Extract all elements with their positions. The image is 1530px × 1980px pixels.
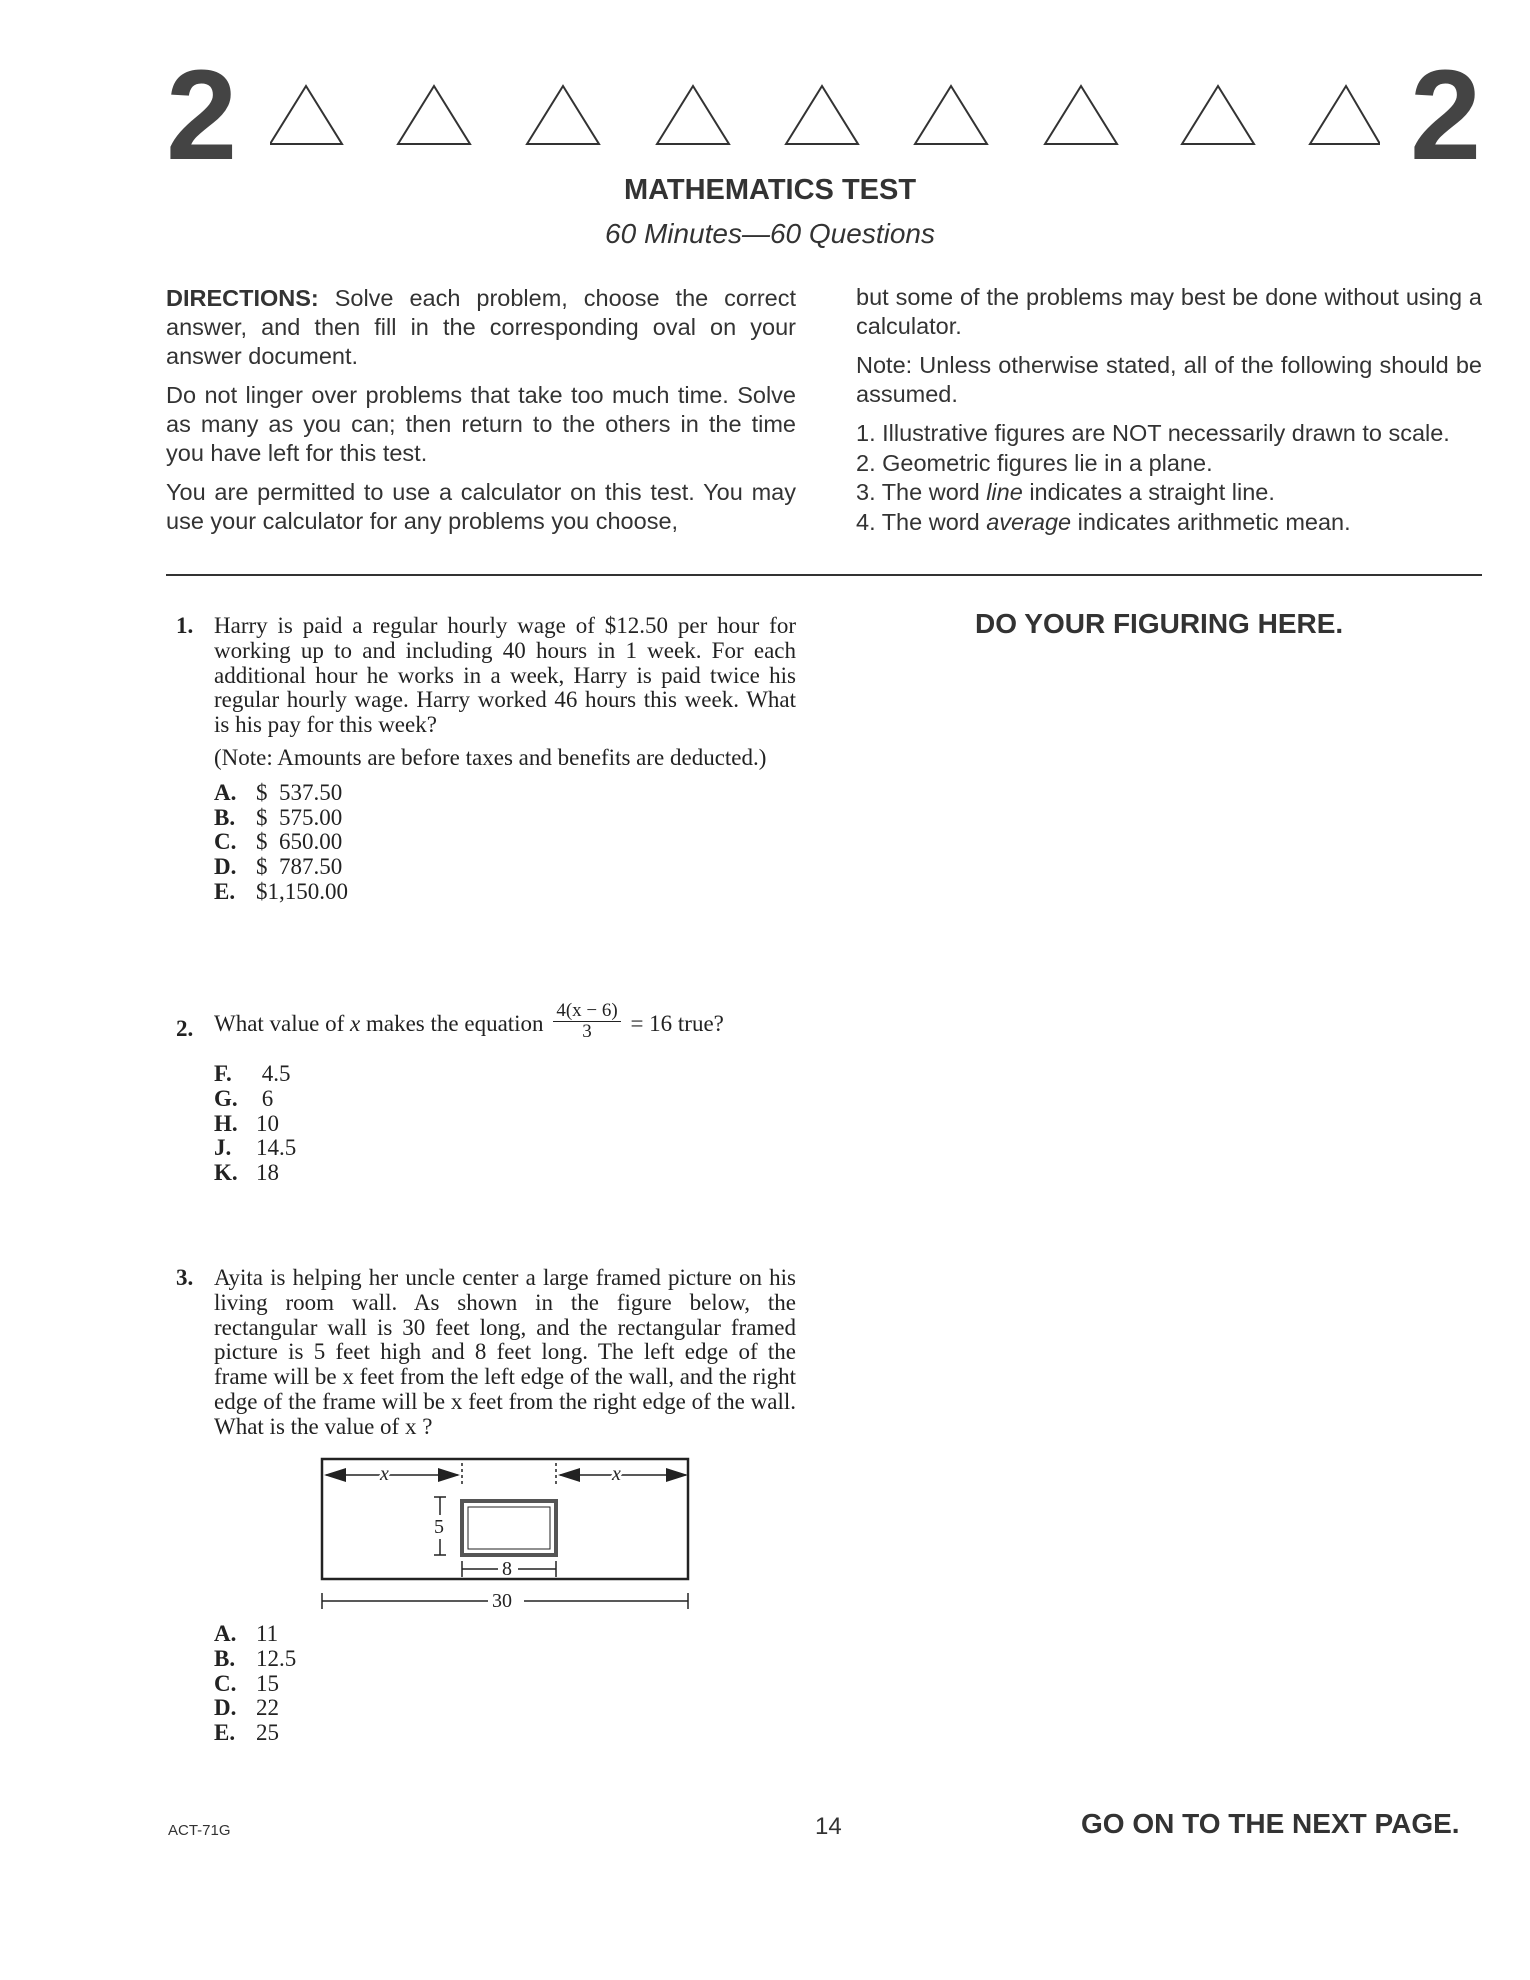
answer-choice[interactable]: B. $ 575.00 [214, 804, 343, 830]
assumption-4: 4. The word average indicates arithmetic mean. [856, 508, 1351, 535]
directions-label: DIRECTIONS: [166, 285, 319, 311]
question-1 [176, 614, 796, 905]
assumption-3: 3. The word line indicates a straight line. [856, 479, 1275, 505]
question-text: Ayita is helping her uncle center a large framed picture on his living room wall. As shown in the figure below, the rectangular wall is 30 feet long, and the rectangular framed picture is 5 feet high and 8 feet long. The left edge of the frame will be x feet from the left edge of the wall, and the right edge of the frame will be x feet from the right edge of the wall. What is the value of x ? [214, 1265, 796, 1439]
triangle-icon [1310, 86, 1380, 144]
triangle-icon [1045, 86, 1117, 144]
picture-frame [462, 1501, 556, 1555]
directions-paragraph-4: but some of the problems may best be done without using a calculator. [856, 284, 1482, 339]
assumptions-list [856, 419, 1482, 537]
question-3-choices [176, 1622, 796, 1746]
section-divider [166, 574, 1482, 576]
directions-paragraph-3: You are permitted to use a calculator on this test. You may use your calculator for any problems you choose, [166, 479, 796, 534]
triangle-icon [657, 86, 729, 144]
answer-choice[interactable]: H. 10 [214, 1110, 279, 1136]
answer-choice[interactable]: A. $ 537.50 [214, 779, 343, 805]
answer-choice[interactable]: C. $ 650.00 [214, 829, 343, 855]
question-number: 1. [176, 613, 194, 638]
triangle-icon [786, 86, 858, 144]
answer-choice[interactable]: E. $1,150.00 [214, 878, 348, 904]
test-subtitle: 60 Minutes—60 Questions [605, 218, 935, 249]
directions-note: Note: Unless otherwise stated, all of the following should be assumed. [856, 352, 1482, 407]
question-number: 2. [176, 1016, 194, 1041]
triangle-row [270, 82, 1380, 148]
assumption-2: 2. Geometric figures lie in a plane. [856, 449, 1213, 476]
question-3 [176, 1266, 796, 1440]
page-number: 14 [815, 1813, 842, 1840]
answer-choices [214, 1622, 796, 1746]
answer-choice[interactable]: E. 25 [214, 1720, 279, 1746]
answer-choice[interactable]: D. 22 [214, 1695, 279, 1721]
directions-paragraph-1: DIRECTIONS: Solve each problem, choose the correct answer, and then fill in the corresponding oval on your answer document. [166, 285, 796, 369]
question-note: (Note: Amounts are before taxes and benefits are deducted.) [214, 744, 767, 770]
next-page-instruction: GO ON TO THE NEXT PAGE. [1081, 1808, 1460, 1839]
answer-choices [214, 781, 796, 905]
test-title: MATHEMATICS TEST [623, 174, 917, 206]
answer-choice[interactable]: F. 4.5 [214, 1061, 291, 1086]
frame-width-label: 8 [502, 1558, 512, 1580]
wall-frame-figure [318, 1455, 698, 1615]
directions-right-column [856, 283, 1482, 537]
triangle-icon [270, 86, 342, 144]
assumption-1: 1. Illustrative figures are NOT necessarily drawn to scale. [856, 420, 1450, 446]
wall-width-label: 30 [492, 1590, 512, 1612]
height-label: 5 [434, 1516, 444, 1538]
section-number-left: 2 [166, 44, 238, 187]
answer-choice[interactable]: A. 11 [214, 1621, 279, 1646]
answer-choice[interactable]: D. $ 787.50 [214, 854, 343, 880]
left-x-label: x [380, 1463, 389, 1485]
equation-fraction: $\frac{4(x - 6)}{3}$ [553, 1001, 620, 1042]
triangle-icon [915, 86, 987, 144]
question-number: 3. [176, 1265, 194, 1290]
triangle-icon [1182, 86, 1254, 144]
right-x-label: x [612, 1463, 621, 1485]
section-number-right: 2 [1410, 44, 1482, 187]
answer-choice[interactable]: C. 15 [214, 1670, 279, 1696]
answer-choice[interactable]: K. 18 [214, 1160, 279, 1186]
question-text: What value of x makes the equation $\frac{4(x - 6)}{3}$ = 16 true? [214, 1000, 724, 1042]
directions-paragraph-2: Do not linger over problems that take too much time. Solve as many as you can; then return to the others in the time you have left for this test. [166, 382, 796, 466]
answer-choice[interactable]: J. 14.5 [214, 1135, 297, 1161]
form-code: ACT-71G [168, 1822, 231, 1839]
question-text: Harry is paid a regular hourly wage of $12.50 per hour for working up to and including 40 hours in 1 week. For each additional hour he works in a week, Harry is paid twice his regular hourly wage. Harry worked 46 hours this week. What is his pay for this week? [214, 613, 796, 738]
answer-choice[interactable]: B. 12.5 [214, 1645, 297, 1671]
triangle-icon [527, 86, 599, 144]
answer-choices [214, 1062, 796, 1186]
triangle-icon [398, 86, 470, 144]
question-2 [176, 1000, 796, 1186]
answer-choice[interactable]: G. 6 [214, 1085, 274, 1111]
directions-left-column [166, 284, 796, 546]
figuring-area-label: DO YOUR FIGURING HERE. [975, 608, 1344, 639]
